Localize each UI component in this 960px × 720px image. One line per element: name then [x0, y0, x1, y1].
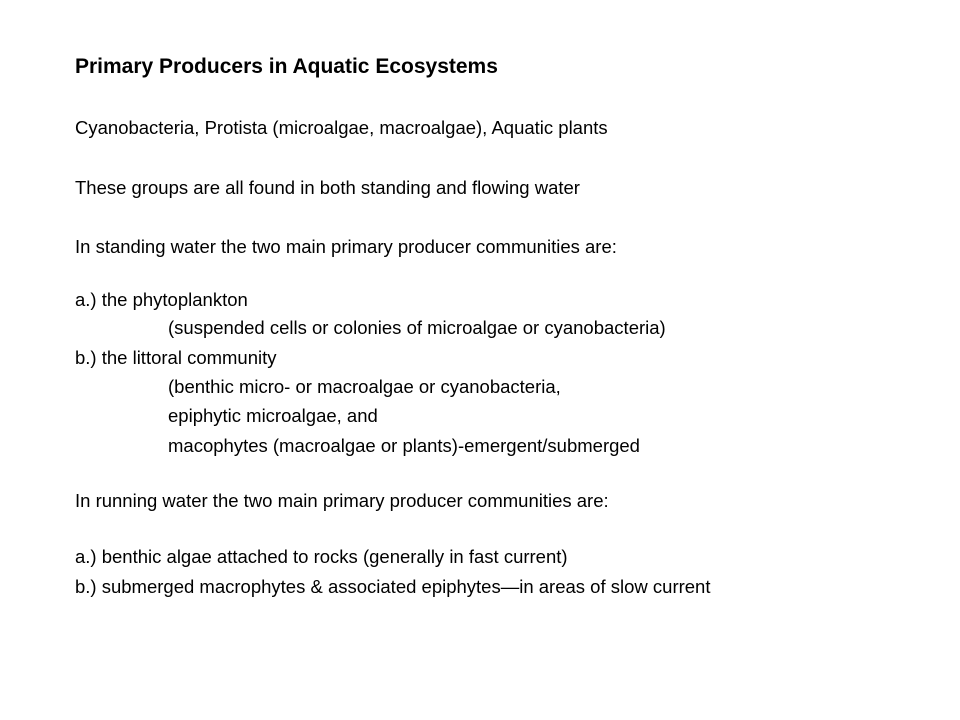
groups-line: Cyanobacteria, Protista (microalgae, macroalgae), Aquatic plants [75, 117, 608, 138]
standing-item-b-detail-2: epiphytic microalgae, and [168, 405, 378, 426]
standing-item-b-detail-3: macophytes (macroalgae or plants)-emergent/submerged [168, 435, 640, 456]
slide-title: Primary Producers in Aquatic Ecosystems [75, 55, 498, 78]
standing-item-a-detail: (suspended cells or colonies of microalgae or cyanobacteria) [168, 317, 666, 338]
standing-item-b-detail-1: (benthic micro- or macroalgae or cyanobacteria, [168, 376, 561, 397]
standing-item-a: a.) the phytoplankton [75, 289, 248, 310]
habitats-line: These groups are all found in both standing and flowing water [75, 177, 580, 198]
running-item-a: a.) benthic algae attached to rocks (generally in fast current) [75, 546, 568, 567]
standing-item-b: b.) the littoral community [75, 347, 277, 368]
running-water-intro: In running water the two main primary producer communities are: [75, 490, 609, 511]
running-item-b: b.) submerged macrophytes & associated epiphytes—in areas of slow current [75, 576, 711, 597]
standing-water-intro: In standing water the two main primary producer communities are: [75, 236, 617, 257]
